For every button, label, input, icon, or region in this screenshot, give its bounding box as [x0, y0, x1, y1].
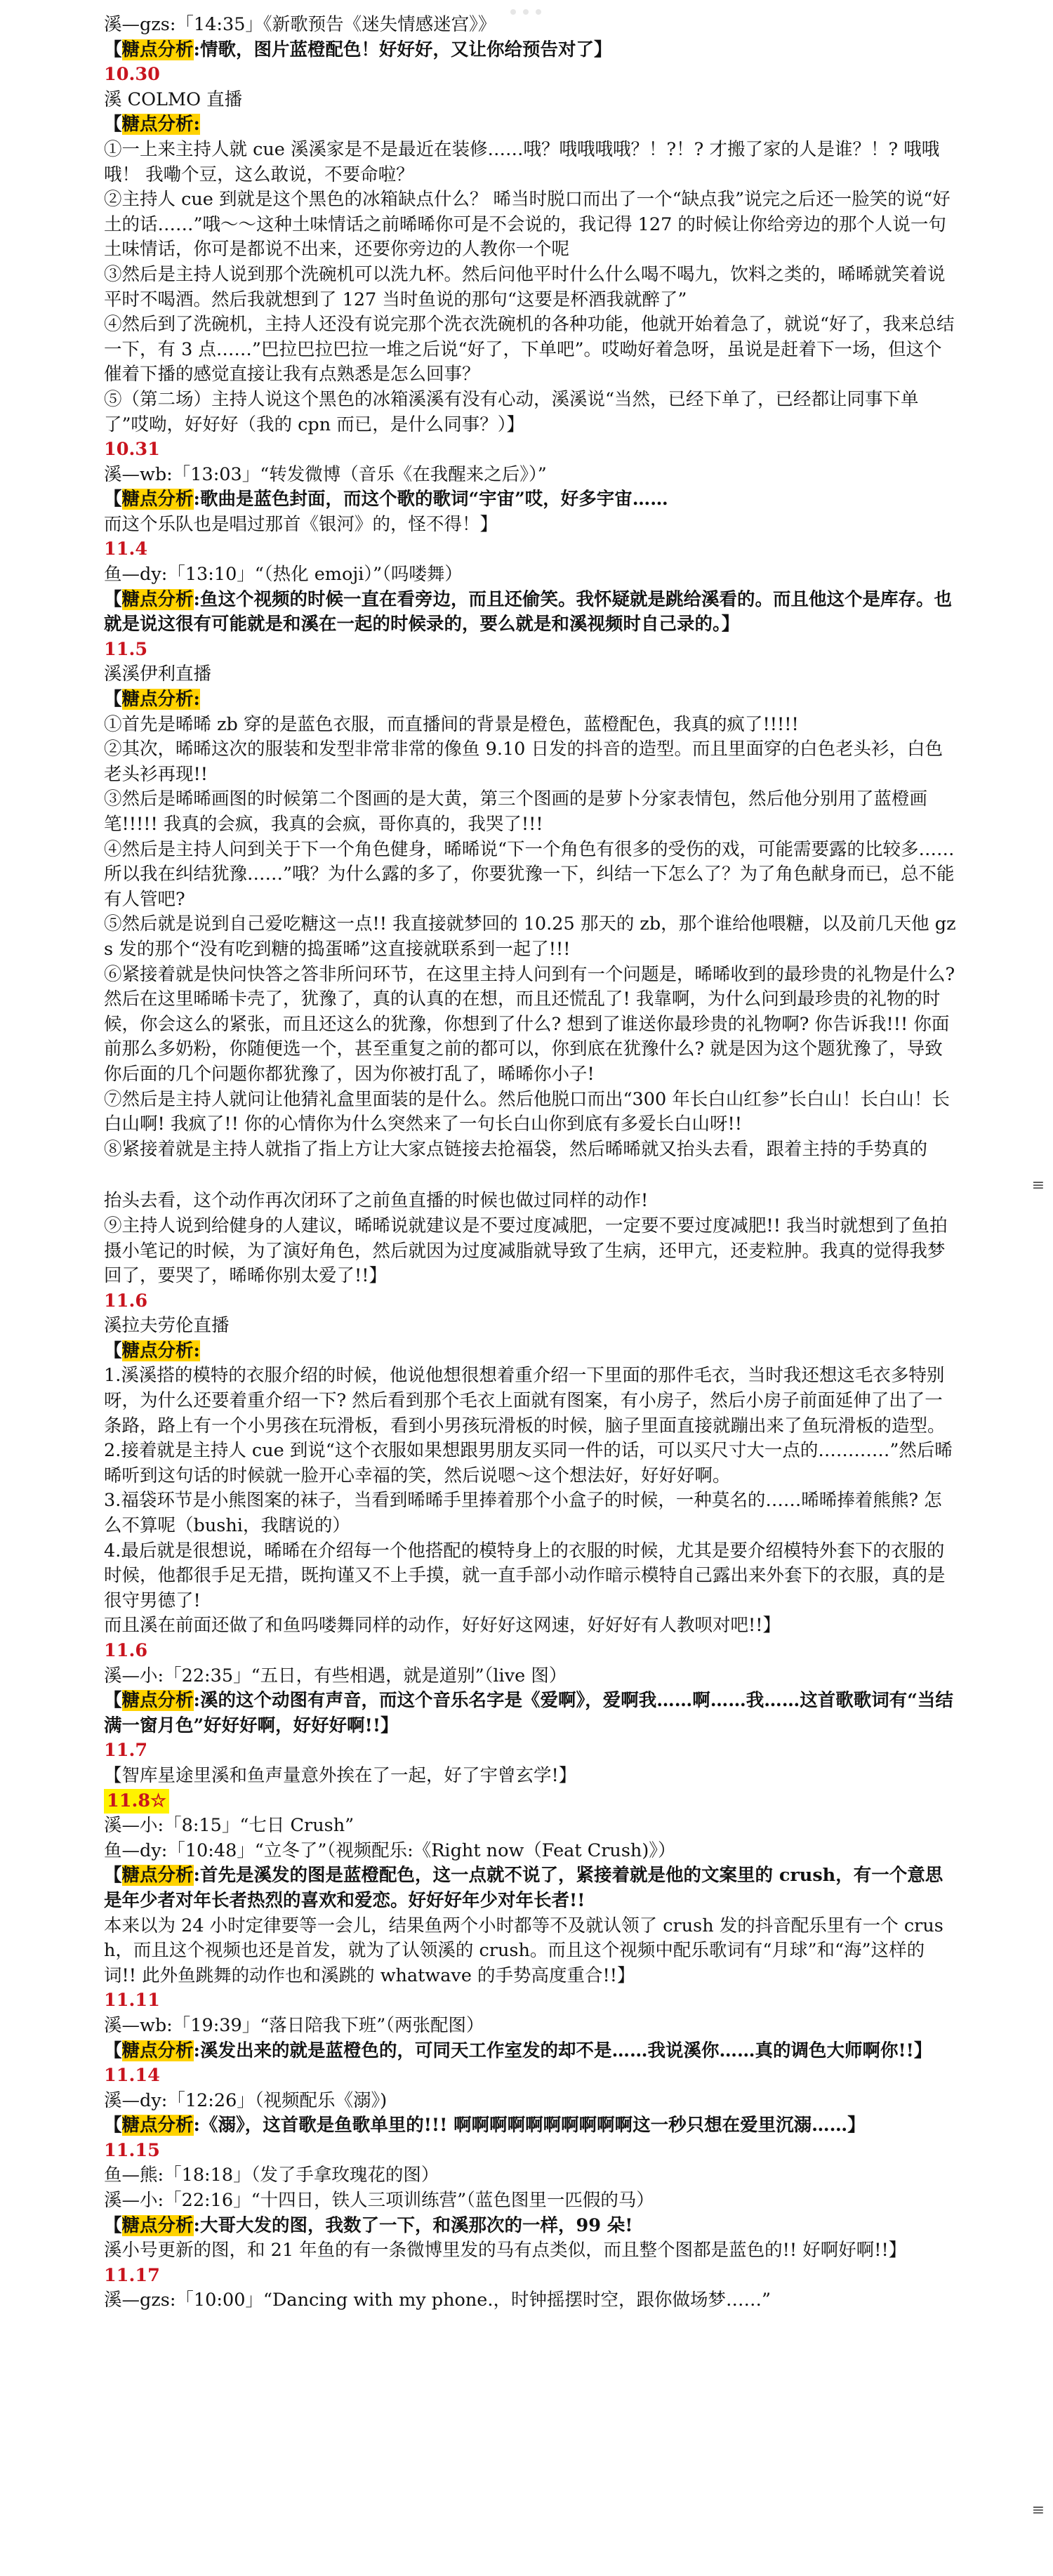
analysis-tag: 糖点分析 — [121, 689, 194, 711]
text-line: 1.溪溪搭的模特的衣服介绍的时候，他说他想很想着重介绍一下里面的那件毛衣，当时我还想这毛衣多特别呀，为什么还要着重介绍一下? 然后看到那个毛衣上面就有图案，有小房子，然后小房子前面延伸了出了一条路，路上有一个小男孩在玩滑板，看到小男孩玩滑板的时候，脑子里面直接就蹦出来了鱼玩滑板的造型。 — [104, 1365, 946, 1436]
date-heading: 11.6 — [104, 1290, 148, 1312]
text-line: ⑤（第二场）主持人说这个黑色的冰箱溪溪有没有心动，溪溪说“当然，已经下单了，已经都让同事下单了”哎呦，好好好（我的 cpn 而已，是什么同事？）】 — [104, 388, 919, 435]
analysis-text: : — [193, 689, 200, 711]
analysis-text: :鱼这个视频的时候一直在看旁边，而且还偷笑。我怀疑就是跳给溪看的。而且他这个是库存。也就是说这很有可能就是和溪在一起的时候录的，要么就是和溪视频时自己录的。】 — [104, 588, 952, 635]
text-line: ⑥紧接着就是快问快答之答非所问环节，在这里主持人问到有一个问题是，晞晞收到的最珍贵的礼物是什么? 然后在这里晞晞卡壳了，犹豫了，真的认真的在想，而且还慌乱了! 我靠啊，为什么问到最珍贵的礼物的时候，你会这么的紧张，而且还这么的犹豫，你想到了什么? 想到了谁送你最珍贵的礼物啊? 你告诉我!!! 你面前那么多奶粉，你随便选一个，甚至重复之前的都可以，你到底在犹豫什么? 就是因为这个题犹豫了，导致你后面的几个问题你都犹豫了，因为你被打乱了，晞晞你小子! — [104, 963, 955, 1085]
analysis-tag: 糖点分析 — [121, 114, 194, 136]
text-line: ⑧紧接着就是主持人就指了指上方让大家点链接去抢福袋，然后晞晞就又抬头去看，跟着主持的手势真的 — [104, 1138, 928, 1160]
text-line: 溪—wb:「13:03」“转发微博（音乐《在我醒来之后》）” — [104, 463, 547, 485]
analysis-tag: 糖点分析 — [121, 2214, 194, 2236]
text-line: 鱼—dy:「13:10」“（热化 emoji）”（吗喽舞） — [104, 564, 463, 586]
text-line: ⑦然后是主持人就问让他猜礼盒里面装的是什么。然后他脱口而出“300 年长白山红参”长白山！长白山！长白山啊! 我疯了!! 你的心情你为什么突然来了一句长白山你到底有多爱长白山呀!! — [104, 1088, 950, 1135]
date-heading: 10.31 — [104, 439, 160, 461]
date-line — [104, 2264, 957, 2289]
paragraph-gap — [104, 1162, 957, 1189]
analysis-tag: 糖点分析 — [121, 2040, 194, 2061]
scroll-grip — [507, 4, 546, 11]
text-line: ⑨主持人说到给健身的人建议，晞晞说就建议是不要过度减肥，一定要不要过度减肥!! 我当时就想到了鱼拍摄小笔记的时候，为了演好角色，然后就因为过度减脂就导致了生病，还甲亢，还麦粒肿。我真的觉得我梦回了，要哭了，晞晞你别太爱了!!】 — [104, 1215, 948, 1287]
analysis-tag: 糖点分析 — [121, 39, 194, 60]
text-line: 溪—小:「22:16」“十四日，铁人三项训练营”（蓝色图里一匹假的马） — [104, 2190, 654, 2212]
text-line: 抬头去看，这个动作再次闭环了之前鱼直播的时候也做过同样的动作! — [104, 1190, 649, 1212]
analysis-tag: 糖点分析 — [121, 1690, 194, 1712]
text-line: ②主持人 cue 到就是这个黑色的冰箱缺点什么？ 晞当时脱口而出了一个“缺点我”说完之后还一脸笑的说“好土的话……”哦～～这种土味情话之前晞晞你可是不会说的，我记得 127 的时候让你给旁边的那个人说一句土味情话，你可是都说不出来，还要你旁边的人教你一个呢 — [104, 189, 951, 260]
text-line: 而这个乐队也是唱过那首《银河》的，怪不得！】 — [104, 513, 498, 535]
date-heading: 11.4 — [104, 539, 148, 560]
analysis-line: 【糖点分析:溪发出来的就是蓝橙色的，可同天工作室发的却不是……我说溪你……真的调色大师啊你!!】 — [104, 2040, 932, 2061]
analysis-text: : — [193, 1340, 200, 1361]
analysis-tag: 糖点分析 — [121, 1340, 194, 1361]
analysis-line: 【糖点分析:《溺》，这首歌是鱼歌单里的!!! 啊啊啊啊啊啊啊啊啊啊这一秒只想在爱里沉溺……】 — [104, 2115, 866, 2136]
text-line: ①一上来主持人就 cue 溪溪家是不是最近在装修……哦？哦哦哦哦？！?！? 才搬了家的人是谁？！? 哦哦哦！ 我嘞个豆，这么敢说，不要命啦？ — [104, 138, 940, 185]
date-line — [104, 1289, 957, 1314]
text-line: 溪—dy:「12:26」（视频配乐《溺》) — [104, 2089, 388, 2111]
text-line: 鱼—熊:「18:18」（发了手拿玫瑰花的图） — [104, 2165, 439, 2186]
text-line: ①首先是晞晞 zb 穿的是蓝色衣服，而直播间的背景是橙色，蓝橙配色，我真的疯了!!!!! — [104, 713, 799, 735]
text-line: 3.福袋环节是小熊图案的袜子，当看到晞晞手里捧着那个小盒子的时候，一种莫名的……晞晞捧着熊熊? 怎么不算呢（bushi，我瞎说的） — [104, 1490, 942, 1537]
analysis-text: :《溺》，这首歌是鱼歌单里的!!! 啊啊啊啊啊啊啊啊啊啊这一秒只想在爱里沉溺……】 — [193, 2115, 866, 2136]
text-line: 鱼—dy:「10:48」“立冬了”（视频配乐:《Right now（Feat Crush)》） — [104, 1839, 676, 1861]
text-line: 溪—gzs:「10:00」“Dancing with my phone.，时钟摇摆时空，跟你做场梦……” — [104, 2290, 771, 2311]
text-line: 2.接着就是主持人 cue 到说“这个衣服如果想跟男朋友买同一件的话，可以买尺寸大一点的…………”然后晞晞听到这句话的时候就一脸开心幸福的笑，然后说嗯～这个想法好，好好好啊。 — [104, 1440, 953, 1486]
date-line — [104, 537, 957, 562]
analysis-text: :大哥大发的图，我数了一下，和溪那次的一样，99 朵! — [193, 2214, 633, 2236]
menu-icon[interactable]: ≡ — [1031, 1177, 1045, 1194]
text-line: 4.最后就是很想说，晞晞在介绍每一个他搭配的模特身上的衣服的时候，尤其是要介绍模特外套下的衣服的时候，他都很手足无措，既拘谨又不上手摸，就一直手部小动作暗示模特自己露出来外套下的衣服，真的是很守男德了! — [104, 1540, 946, 1611]
date-heading: 11.6 — [104, 1640, 148, 1661]
date-heading: 10.30 — [104, 64, 160, 86]
text-line: ②其次，晞晞这次的服装和发型非常非常的像鱼 9.10 日发的抖音的造型。而且里面穿的白色老头衫，白色老头衫再现!! — [104, 739, 943, 785]
date-line — [104, 2139, 957, 2164]
text-line: 本来以为 24 小时定律要等一会儿，结果鱼两个小时都等不及就认领了 crush 发的抖音配乐里有一个 crush，而且这个视频也还是首发，就为了认领溪的 crush。而且这个视频中配乐歌词有“月球”和“海”这样的词!! 此外鱼跳舞的动作也和溪跳的 whatwave 的手势高度重合!!】 — [104, 1915, 943, 1986]
analysis-line: 【糖点分析:溪的这个动图有声音，而这个音乐名字是《爱啊》，爱啊我……啊……我……这首歌歌词有“当结满一窗月色”好好好啊，好好好啊!!】 — [104, 1690, 953, 1736]
text-line: 溪—小:「8:15」“七日 Crush” — [104, 1815, 355, 1837]
text-line: ③然后是晞晞画图的时候第二个图画的是大黄，第三个图画的是萝卜分家表情包，然后他分别用了蓝橙画笔!!!!! 我真的会疯，我真的会疯，哥你真的，我哭了!!! — [104, 788, 928, 835]
document-body — [104, 13, 957, 2313]
analysis-text: : — [193, 114, 200, 136]
text-line: 而且溪在前面还做了和鱼吗喽舞同样的动作，好好好这网速，好好好有人教呗对吧!!】 — [104, 1615, 781, 1637]
date-heading: 11.14 — [104, 2065, 160, 2087]
date-line — [104, 1738, 957, 1764]
analysis-text: :首先是溪发的图是蓝橙配色，这一点就不说了，紧接着就是他的文案里的 crush，有一个意思是年少者对年长者热烈的喜欢和爱恋。好好好年少对年长者!! — [104, 1865, 943, 1911]
analysis-tag: 糖点分析 — [121, 1865, 194, 1887]
text-line: ③然后是主持人说到那个洗碗机可以洗九杯。然后问他平时什么什么喝不喝九，饮料之类的，晞晞就笑着说平时不喝酒。然后我就想到了 127 当时鱼说的那句“这要是杯酒我就醉了” — [104, 263, 946, 310]
date-heading: 11.5 — [104, 638, 148, 660]
text-line: 溪—小:「22:35」“五日，有些相遇，就是道别”（live 图） — [104, 1665, 567, 1686]
text-line: ⑤然后就是说到自己爱吃糖这一点!! 我直接就梦回的 10.25 那天的 zb，那个谁给他喂糖，以及前几天他 gzs 发的那个“没有吃到糖的捣蛋晞”这直接就联系到一起了!!! — [104, 913, 956, 960]
analysis-line: 【糖点分析:首先是溪发的图是蓝橙配色，这一点就不说了，紧接着就是他的文案里的 crush，有一个意思是年少者对年长者热烈的喜欢和爱恋。好好好年少对年长者!! — [104, 1865, 943, 1911]
text-line: ④然后到了洗碗机，主持人还没有说完那个洗衣洗碗机的各种功能，他就开始着急了，就说“好了，我来总结一下，有 3 点……”巴拉巴拉巴拉一堆之后说“好了，下单吧”。哎呦好着急呀，虽说是赶着下一场，但这个催着下播的感觉直接让我有点熟悉是怎么回事？ — [104, 314, 955, 385]
analysis-line: 【糖点分析: — [104, 1340, 200, 1361]
analysis-text: :歌曲是蓝色封面，而这个歌的歌词“宇宙”哎，好多宇宙…… — [193, 489, 668, 510]
analysis-line: 【糖点分析:大哥大发的图，我数了一下，和溪那次的一样，99 朵! — [104, 2214, 633, 2236]
analysis-text: :溪发出来的就是蓝橙色的，可同天工作室发的却不是……我说溪你……真的调色大师啊你!!】 — [193, 2040, 932, 2061]
date-line — [104, 437, 957, 463]
analysis-line: 【糖点分析:鱼这个视频的时候一直在看旁边，而且还偷笑。我怀疑就是跳给溪看的。而且他这个是库存。也就是说这很有可能就是和溪在一起的时候录的，要么就是和溪视频时自己录的。】 — [104, 588, 952, 635]
text-line: 溪 COLMO 直播 — [104, 88, 243, 110]
menu-icon[interactable]: ≡ — [1031, 2502, 1045, 2519]
text-line: 溪—gzs:「14:35」《新歌预告《迷失情感迷宫》》 — [104, 14, 496, 35]
analysis-text: :情歌，图片蓝橙配色！好好好，又让你给预告对了】 — [193, 39, 612, 60]
date-heading: 11.11 — [104, 1990, 160, 2012]
analysis-line: 【糖点分析:情歌，图片蓝橙配色！好好好，又让你给预告对了】 — [104, 39, 612, 60]
date-line — [104, 2063, 957, 2089]
analysis-line: 【糖点分析:歌曲是蓝色封面，而这个歌的歌词“宇宙”哎，好多宇宙…… — [104, 489, 668, 510]
text-line: ④然后是主持人问到关于下一个角色健身，晞晞说“下一个角色有很多的受伤的戏，可能需要露的比较多……所以我在纠结犹豫……”哦？为什么露的多了，你要犹豫一下，纠结一下怎么了？为了角色献身而已，总不能有人管吧? — [104, 838, 955, 910]
date-heading: 11.7 — [104, 1740, 148, 1762]
date-heading: 11.17 — [104, 2264, 160, 2286]
analysis-tag: 糖点分析 — [121, 489, 194, 510]
date-line — [104, 1789, 957, 1814]
analysis-tag: 糖点分析 — [121, 588, 194, 610]
date-line — [104, 638, 957, 663]
analysis-text: :溪的这个动图有声音，而这个音乐名字是《爱啊》，爱啊我……啊……我……这首歌歌词有“当结满一窗月色”好好好啊，好好好啊!!】 — [104, 1690, 953, 1736]
text-line: 溪小号更新的图，和 21 年鱼的有一条微博里发的马有点类似，而且整个图都是蓝色的!! 好啊好啊!!】 — [104, 2240, 907, 2261]
text-line: 溪—wb:「19:39」“落日陪我下班”（两张配图） — [104, 2014, 484, 2036]
analysis-line: 【糖点分析: — [104, 689, 200, 711]
date-line — [104, 1988, 957, 2014]
text-line: 溪溪伊利直播 — [104, 663, 212, 685]
date-line — [104, 62, 957, 88]
analysis-line: 【糖点分析: — [104, 114, 200, 136]
date-heading: 11.15 — [104, 2139, 160, 2161]
date-line — [104, 1639, 957, 1664]
text-line: 【智库星途里溪和鱼声量意外挨在了一起，好了宇曾玄学!】 — [104, 1764, 577, 1786]
text-line: 溪拉夫劳伦直播 — [104, 1315, 230, 1337]
analysis-tag: 糖点分析 — [121, 2115, 194, 2136]
date-heading: 11.8☆ — [104, 1789, 169, 1814]
